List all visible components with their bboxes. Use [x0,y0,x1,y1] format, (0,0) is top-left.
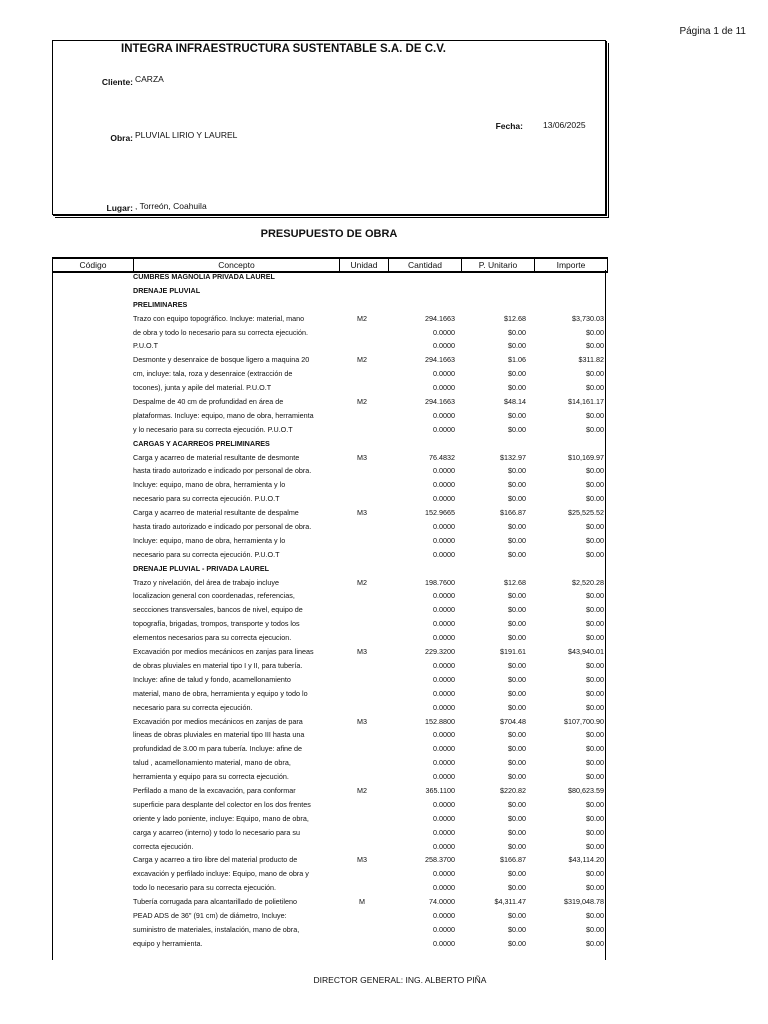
row-amount: $0.00 [586,938,604,948]
table-row [52,534,608,548]
row-unit-price: $0.00 [508,383,526,393]
table-row [52,770,608,784]
row-concept: herramienta y equipo para su correcta ejecución. [133,772,289,782]
row-amount: $0.00 [586,424,604,434]
row-quantity: 294.1663 [425,355,455,365]
row-concept: necesario para su correcta ejecución. [133,702,253,712]
row-quantity: 152.9665 [425,508,455,518]
row-unit-price: $0.00 [508,938,526,948]
table-row [52,492,608,506]
table-row [52,270,608,284]
table-row [52,715,608,729]
row-concept: material, mano de obra, herramienta y equipo y todo lo [133,688,308,698]
row-unit-price: $4,311.47 [494,897,526,907]
row-quantity: 0.0000 [433,841,455,851]
row-concept: CUMBRES MAGNOLIA PRIVADA LAUREL [133,272,275,281]
row-concept: de obra y todo lo necesario para su correcta ejecución. [133,327,308,337]
row-concept: oriente y lado poniente, incluye: Equipo, mano de obra, [133,813,309,823]
row-unit-price: $0.00 [508,535,526,545]
row-concept: Excavación por medios mecánicos en zanjas para lineas [133,647,314,657]
row-quantity: 365.1100 [425,785,455,795]
row-unit-price: $0.00 [508,494,526,504]
row-unit-price: $0.00 [508,730,526,740]
row-concept: y lo necesario para su correcta ejecución. P.U.O.T [133,424,293,434]
row-concept: Trazo y nivelación, del área de trabajo incluye [133,577,279,587]
page-number: Página 1 de 11 [679,26,746,37]
table-row [52,353,608,367]
row-concept: CARGAS Y ACARREOS PRELIMINARES [133,438,270,448]
row-concept: excavación y perfilado incluye: Equipo, mano de obra y [133,869,309,879]
col-amount: Importe [556,260,586,270]
row-unit-price: $0.00 [508,327,526,337]
row-amount: $43,114.20 [568,855,604,865]
row-quantity: 0.0000 [433,910,455,920]
row-amount: $319,048.78 [564,897,604,907]
col-code: Código [53,259,134,271]
row-amount: $0.00 [586,827,604,837]
table-row [52,326,608,340]
table-row [52,798,608,812]
col-concept: Concepto [134,259,340,271]
row-amount: $0.00 [586,549,604,559]
row-concept: Tubería corrugada para alcantarillado de polietileno [133,897,297,907]
row-unit: M3 [357,508,367,518]
row-quantity: 0.0000 [433,758,455,768]
row-unit-price: $0.00 [508,772,526,782]
row-amount: $0.00 [586,730,604,740]
row-unit: M2 [357,785,367,795]
row-quantity: 0.0000 [433,466,455,476]
row-amount: $0.00 [586,799,604,809]
row-amount: $10,169.97 [568,452,604,462]
row-concept: DRENAJE PLUVIAL - PRIVADA LAUREL [133,563,270,573]
client-value: CARZA [135,74,164,84]
row-quantity: 0.0000 [433,702,455,712]
row-amount: $0.00 [586,341,604,351]
table-row [52,506,608,520]
row-unit-price: $0.00 [508,369,526,379]
row-quantity: 229.3200 [425,647,455,657]
table-row [52,687,608,701]
table-row [52,923,608,937]
header-box [52,40,606,215]
row-quantity: 152.8800 [425,716,455,726]
row-quantity: 0.0000 [433,424,455,434]
table-row [52,826,608,840]
table-row [52,381,608,395]
row-unit-price: $0.00 [508,813,526,823]
row-amount: $0.00 [586,924,604,934]
row-quantity: 0.0000 [433,869,455,879]
row-concept: superficie para desplante del colector en los dos frentes [133,799,311,809]
row-unit-price: $0.00 [508,799,526,809]
row-concept: Incluye: equipo, mano de obra, herramienta y lo [133,535,286,545]
row-quantity: 0.0000 [433,619,455,629]
table-row [52,895,608,909]
row-amount: $0.00 [586,494,604,504]
row-amount: $0.00 [586,369,604,379]
row-unit-price: $220.82 [500,785,526,795]
row-concept: PEAD ADS de 36" (91 cm) de diámetro, Incluye: [133,910,287,920]
table-row [52,478,608,492]
work-label: Obra: [110,133,133,143]
row-unit-price: $0.00 [508,883,526,893]
row-unit-price: $0.00 [508,758,526,768]
table-row [52,298,608,312]
row-concept: PRELIMINARES [133,299,188,309]
row-quantity: 0.0000 [433,549,455,559]
company-name: INTEGRA INFRAESTRUCTURA SUSTENTABLE S.A. DE C.V. [121,43,446,55]
table-row [52,659,608,673]
table-row [52,451,608,465]
row-amount: $0.00 [586,702,604,712]
row-quantity: 0.0000 [433,341,455,351]
row-quantity: 0.0000 [433,744,455,754]
row-concept: profundidad de 3.00 m para tubería. Incluye: afine de [133,744,303,754]
table-body [52,270,608,951]
row-amount: $25,525.52 [568,508,604,518]
row-amount: $0.00 [586,633,604,643]
row-amount: $0.00 [586,619,604,629]
row-unit-price: $0.00 [508,522,526,532]
table-row [52,909,608,923]
col-unit: Unidad [340,259,389,271]
table-row [52,367,608,381]
row-concept: carga y acarreo (interno) y todo lo necesario para su [133,827,300,837]
row-amount: $0.00 [586,688,604,698]
table-row [52,645,608,659]
row-concept: topografía, brigadas, trompos, transporte y todos los [133,619,300,629]
row-unit-price: $0.00 [508,702,526,712]
row-concept: Despalme de 40 cm de profundidad en área de [133,397,284,407]
row-unit-price: $0.00 [508,744,526,754]
row-amount: $43,940.01 [568,647,604,657]
row-concept: hasta tirado autorizado e indicado por personal de obra. [133,522,312,532]
row-unit: M3 [357,452,367,462]
table-row [52,603,608,617]
place-value: , Torreón, Coahuila [135,201,207,211]
row-amount: $311.82 [578,355,604,365]
row-concept: tocones), junta y apile del material. P.U.O.T [133,383,272,393]
row-quantity: 0.0000 [433,522,455,532]
table-row [52,937,608,951]
row-quantity: 0.0000 [433,924,455,934]
row-unit-price: $12.68 [504,577,526,587]
row-concept: necesario para su correcta ejecución. P.U.O.T [133,549,280,559]
table-row [52,548,608,562]
row-unit-price: $0.00 [508,480,526,490]
row-amount: $0.00 [586,841,604,851]
row-quantity: 258.3700 [425,855,455,865]
table-row [52,589,608,603]
row-concept: todo lo necesario para su correcta ejecución. [133,883,277,893]
row-unit-price: $166.87 [500,508,526,518]
row-amount: $0.00 [586,466,604,476]
row-unit-price: $0.00 [508,869,526,879]
row-unit-price: $704.48 [500,716,526,726]
row-amount: $0.00 [586,410,604,420]
row-unit-price: $0.00 [508,688,526,698]
row-unit-price: $0.00 [508,341,526,351]
row-quantity: 74.0000 [429,897,455,907]
table-row [52,562,608,576]
row-concept: P.U.O.T [133,341,159,351]
row-concept: plataformas. Incluye: equipo, mano de obra, herramienta [133,410,314,420]
table-row [52,784,608,798]
row-amount: $0.00 [586,522,604,532]
table-row [52,673,608,687]
row-amount: $2,520.28 [572,577,604,587]
row-amount: $0.00 [586,535,604,545]
row-unit-price: $0.00 [508,466,526,476]
row-concept: Incluye: equipo, mano de obra, herramienta y lo [133,480,286,490]
table-row [52,617,608,631]
row-concept: Excavación por medios mecánicos en zanjas de para [133,716,303,726]
row-amount: $0.00 [586,869,604,879]
row-quantity: 76.4832 [429,452,455,462]
row-concept: Carga y acarreo de material resultante de despalme [133,508,299,518]
row-unit: M2 [357,397,367,407]
row-amount: $3,730.03 [572,313,604,323]
work-value: PLUVIAL LIRIO Y LAUREL [135,130,238,140]
table-row [52,840,608,854]
row-quantity: 0.0000 [433,938,455,948]
row-amount: $0.00 [586,605,604,615]
row-quantity: 0.0000 [433,674,455,684]
table-row [52,423,608,437]
row-concept: necesario para su correcta ejecución. P.U.O.T [133,494,280,504]
row-quantity: 0.0000 [433,480,455,490]
row-unit-price: $166.87 [500,855,526,865]
row-unit: M [359,897,365,907]
row-unit-price: $0.00 [508,660,526,670]
table-row [52,576,608,590]
table-row [52,728,608,742]
budget-title: PRESUPUESTO DE OBRA [260,228,398,240]
row-amount: $0.00 [586,383,604,393]
place-label: Lugar: [106,203,133,213]
row-unit-price: $0.00 [508,619,526,629]
row-quantity: 0.0000 [433,605,455,615]
row-unit-price: $0.00 [508,924,526,934]
row-quantity: 294.1663 [425,397,455,407]
row-unit-price: $0.00 [508,633,526,643]
row-concept: lineas de obras pluviales en material tipo III hasta una [133,730,305,740]
row-unit-price: $0.00 [508,549,526,559]
row-quantity: 0.0000 [433,730,455,740]
row-unit: M3 [357,716,367,726]
row-quantity: 0.0000 [433,883,455,893]
row-amount: $0.00 [586,744,604,754]
row-quantity: 198.7600 [425,577,455,587]
row-quantity: 0.0000 [433,660,455,670]
row-unit-price: $132.97 [500,452,526,462]
table-row [52,742,608,756]
row-concept: localizacion general con coordenadas, referencias, [133,591,295,601]
row-concept: Trazo con equipo topográfico. Incluye: material, mano [133,313,305,323]
row-concept: Incluye: afine de talud y fondo, acamellonamiento [133,674,291,684]
row-concept: suministro de materiales, instalación, mano de obra, [133,924,300,934]
row-amount: $14,161.17 [568,397,604,407]
row-concept: DRENAJE PLUVIAL [133,285,201,295]
row-amount: $0.00 [586,591,604,601]
row-concept: talud , acamellonamiento material, mano de obra, [133,758,291,768]
table-row [52,867,608,881]
row-quantity: 0.0000 [433,799,455,809]
table-row [52,520,608,534]
row-amount: $0.00 [586,813,604,823]
row-concept: seccciones transversales, bancos de nivel, equipo de [133,605,303,615]
row-concept: equipo y herramienta. [133,938,203,948]
row-quantity: 0.0000 [433,410,455,420]
row-quantity: 0.0000 [433,383,455,393]
row-concept: elementos necesarios para su correcta ejecucion. [133,633,292,643]
row-amount: $0.00 [586,883,604,893]
row-unit-price: $12.68 [504,313,526,323]
date-label: Fecha: [495,121,523,131]
row-unit-price: $191.61 [500,647,526,657]
col-qty: Cantidad [389,259,462,271]
row-quantity: 0.0000 [433,494,455,504]
row-quantity: 0.0000 [433,813,455,823]
table-row [52,756,608,770]
table-row [52,284,608,298]
row-amount: $0.00 [586,910,604,920]
row-unit-price: $48.14 [504,397,526,407]
row-quantity: 0.0000 [433,827,455,837]
row-amount: $0.00 [586,772,604,782]
row-quantity: 0.0000 [433,591,455,601]
row-unit-price: $0.00 [508,674,526,684]
row-concept: hasta tirado autorizado e indicado por personal de obra. [133,466,312,476]
table-row [52,631,608,645]
table-row [52,881,608,895]
table-row [52,437,608,451]
row-quantity: 294.1663 [425,313,455,323]
table-row [52,409,608,423]
table-row [52,395,608,409]
table-row [52,853,608,867]
row-concept: Perfilado a mano de la excavación, para conformar [133,785,296,795]
row-quantity: 0.0000 [433,535,455,545]
row-unit: M2 [357,577,367,587]
row-amount: $0.00 [586,674,604,684]
row-unit: M3 [357,647,367,657]
row-quantity: 0.0000 [433,772,455,782]
row-unit: M3 [357,855,367,865]
row-concept: correcta ejecución. [133,841,194,851]
row-amount: $0.00 [586,660,604,670]
row-amount: $0.00 [586,480,604,490]
row-unit-price: $0.00 [508,841,526,851]
row-concept: de obras pluviales en material tipo I y II, para tubería. [133,660,303,670]
row-unit: M2 [357,313,367,323]
row-unit-price: $0.00 [508,910,526,920]
row-amount: $0.00 [586,758,604,768]
row-amount: $107,700.90 [564,716,604,726]
row-quantity: 0.0000 [433,327,455,337]
date-value: 13/06/2025 [543,120,586,130]
row-unit-price: $0.00 [508,410,526,420]
table-row [52,812,608,826]
row-unit: M2 [357,355,367,365]
row-quantity: 0.0000 [433,688,455,698]
row-unit-price: $0.00 [508,424,526,434]
row-quantity: 0.0000 [433,369,455,379]
row-concept: Carga y acarreo de material resultante de desmonte [133,452,300,462]
row-concept: cm, incluye: tala, roza y desenraice (extracción de [133,369,293,379]
row-unit-price: $0.00 [508,827,526,837]
row-unit-price: $0.00 [508,591,526,601]
row-amount: $80,623.59 [568,785,604,795]
row-amount: $0.00 [586,327,604,337]
table-row [52,339,608,353]
row-unit-price: $1.06 [508,355,526,365]
row-concept: Desmonte y desenraice de bosque ligero a maquina 20 [133,355,310,365]
table-row [52,464,608,478]
table-row [52,312,608,326]
col-unit-price: P. Unitario [462,259,535,271]
row-unit-price: $0.00 [508,605,526,615]
client-label: Cliente: [101,77,133,87]
row-quantity: 0.0000 [433,633,455,643]
row-concept: Carga y acarreo a tiro libre del material producto de [133,855,298,865]
footer-signature: DIRECTOR GENERAL: ING. ALBERTO PIÑA [313,975,487,985]
table-row [52,701,608,715]
